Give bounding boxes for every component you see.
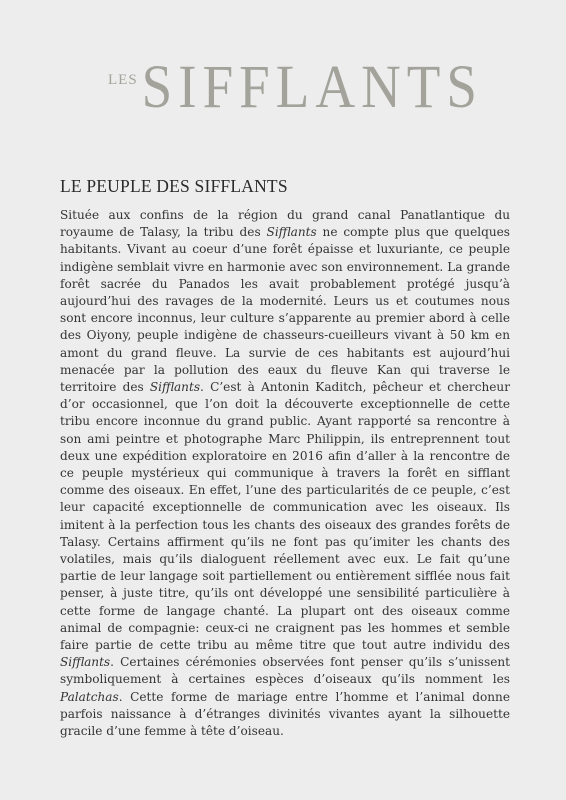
logo-name: SIFFLANTS bbox=[141, 52, 483, 121]
body-segment: Située aux confins de la région du grand canal Panatlantique du royaume de Talasy, la tribu des bbox=[60, 208, 510, 240]
article-title: LE PEUPLE DES SIFFLANTS bbox=[60, 176, 288, 196]
logo-prefix: LES bbox=[108, 72, 138, 88]
body-segment-italic: Sifflants bbox=[149, 380, 201, 395]
body-segment-italic: Palatchas bbox=[60, 689, 119, 704]
body-segment: . Certaines cérémonies observées font penser qu’ils s’unissent symboliquement à certaines espèces d’oiseaux qu’ils nomment les bbox=[60, 655, 510, 687]
body-segment: . Cette forme de mariage entre l’homme et l’animal donne parfois naissance à d’étranges divinités vivantes ayant la silhouette gracile d’une femme à tête d’oiseau. bbox=[60, 689, 510, 739]
body-segment-italic: Sifflants bbox=[266, 225, 317, 240]
article-body bbox=[60, 207, 510, 740]
body-segment-italic: Sifflants bbox=[60, 655, 111, 670]
body-segment: ne compte plus que quelques habitants. Vivant au coeur d’une forêt épaisse et luxuriante, ce peuple indigène semblait vivre en harmonie avec son environnement. La grande forêt sacrée du Panados les avait probablement protégé jusqu’à aujourd’hui des ravages de la modernité. Leurs us et coutumes nous sont encore inconnus, leur culture s’apparente au premier abord à celle des Oiyony, peuple indigène de chasseurs-cueilleurs vivant à 50 km en amont du grand fleuve. La survie de ces habitants est aujourd’hui menacée par la pollution des eaux du fleuve Kan qui traverse le territoire des bbox=[60, 225, 510, 395]
logo bbox=[108, 52, 483, 121]
body-segment: . C’est à Antonin Kaditch, pêcheur et chercheur d’or occasionnel, que l’on doit la découverte exceptionnelle de cette tribu encore inconnue du grand public. Ayant rapporté sa rencontre à son ami peintre et photographe Marc Philippin, ils entreprennent tout deux une expédition exploratoire en 2016 afin d’aller à la rencontre de ce peuple mystérieux qui communique à travers la forêt en sifflant comme des oiseaux. En effet, l’une des particularités de ce peuple, c’est leur capacité exceptionnelle de communication avec les oiseaux. Ils imitent à la perfection tous les chants des oiseaux des grandes forêts de Talasy. Certains affirment qu’ils ne font pas qu’imiter les chants des volatiles, mais qu’ils dialoguent réellement avec eux. Le fait qu’une partie de leur langage soit partiellement ou entièrement sifflée nous fait penser, à juste titre, qu’ils ont développé une sensibilité particulière à cette forme de langage chanté. La plupart ont des oiseaux comme animal de compagnie: ceux-ci ne craignent pas les hommes et semble faire partie de cette tribu au même titre que tout autre individu des bbox=[60, 380, 510, 653]
